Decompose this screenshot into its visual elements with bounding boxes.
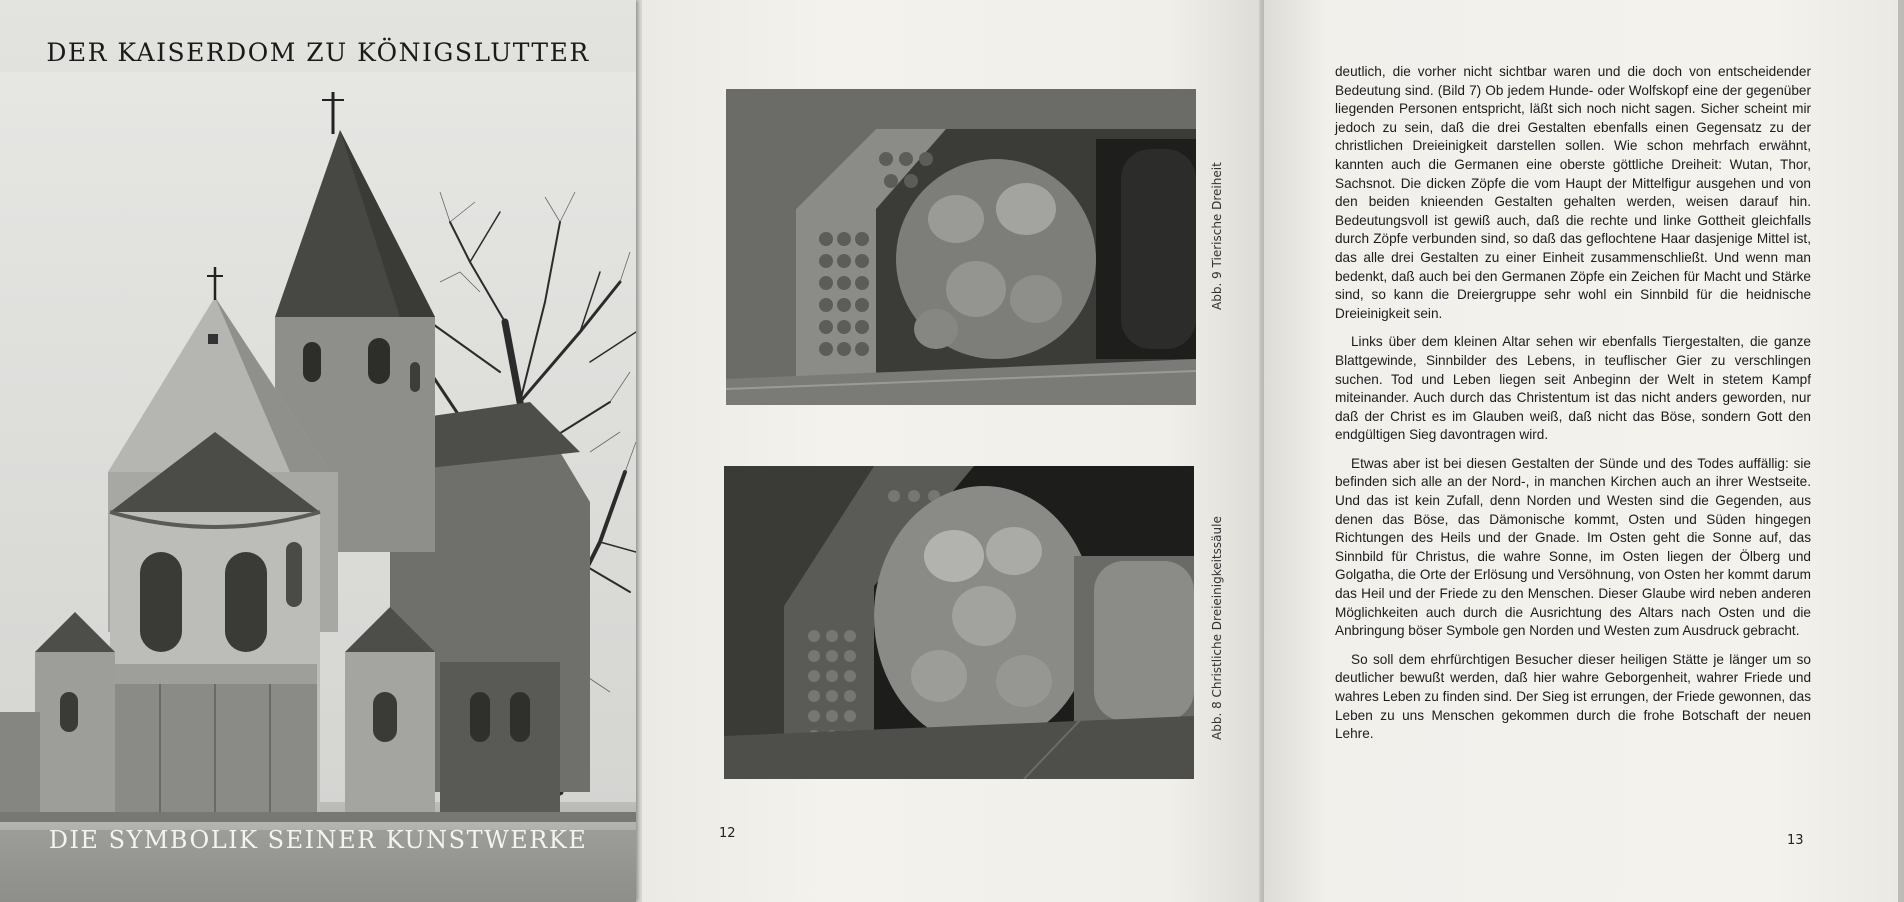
cover-title: DER KAISERDOM ZU KÖNIGSLUTTER <box>46 38 590 67</box>
page-number-right: 13 <box>1787 833 1804 848</box>
paragraph: Etwas aber ist bei diesen Gestalten der Sünde und des Todes auffällig: sie befinden sich alle an der Nord-, in manchen Kirchen auch an ihrer Westseite. Und das ist kein Zufall, denn Norden und Westen sind die Gegenden, aus denen das Böse, das Dämonische kommt, Osten und Süden hingegen Richtungen des Heils und der Gnade. Im Osten geht die Sonne auf, das Sinnbild für Christus, die wahre Sonne, im Osten liegen der Ölberg und Golgatha, die Orte der Erlösung und Versöhnung, von Osten her kommt darum das Heil und der Friede zu den Menschen. Dieser Glaube wird neben anderen Möglichkeiten auch durch die Ausrichtung des Altars nach Osten und die Anbringung böser Symbole gen Norden und Westen zum Ausdruck gebracht. <box>1335 455 1811 639</box>
page-number-left: 12 <box>719 826 736 841</box>
photo-christian-trinity-column <box>724 466 1194 779</box>
paragraph: So soll dem ehrfürchtigen Besucher dieser heiligen Stätte je länger um so deutlicher bewußt werden, daß hier wahre Geborgenheit, wahrer Friede und wahres Leben zu finden sind. Der Sieg ist errungen, der Friede gewonnen, das Leben zu uns Menschen gekommen durch die frohe Botschaft der neuen Lehre. <box>1335 651 1811 742</box>
figure-caption-9: Abb. 9 Tierische Dreiheit <box>1210 162 1224 310</box>
cathedral-photo <box>0 72 636 902</box>
page-edge <box>1898 0 1904 902</box>
figure-caption-8: Abb. 8 Christliche Dreieinigkeitssäule <box>1210 516 1224 740</box>
booklet-cover <box>0 0 636 902</box>
cover-subtitle: DIE SYMBOLIK SEINER KUNSTWERKE <box>48 826 588 854</box>
paragraph: deutlich, die vorher nicht sichtbar waren und die doch von entscheidender Bedeutung sind. (Bild 7) Ob jedem Hunde- oder Wolfskopf eine der gegenüber liegenden Personen entspricht, läßt sich noch nicht sagen. Sicher scheint mir jedoch zu sein, daß die drei Gestalten ebenfalls einen Gegensatz zu der christlichen Dreieinigkeit darstellen sollen. Wie schon mehrfach erwähnt, kannten auch die Germanen eine oberste göttliche Dreiheit: Wutan, Thor, Sachsnot. Die dicken Zöpfe die vom Haupt der Mittelfigur ausgehen und von den beiden knieenden Gestalten gehalten werden, weisen darauf hin. Bedeutungsvoll ist gewiß auch, daß die rechte und linke Gottheit gleichfalls durch Zöpfe verbunden sind, so daß das geflochtene Haar dasjenige Mittel ist, das alle drei Gestalten zu einer Einheit zusammenschließt. Und wenn man bedenkt, daß auch bei den Germanen Zöpfe ein Zeichen für Macht und Stärke sind, so kann die Dreiergruppe sehr wohl ein Sinnbild für die heidnische Dreieinigkeit sein. <box>1335 64 1811 321</box>
paragraph: Links über dem kleinen Altar sehen wir ebenfalls Tiergestalten, die ganze Blattgewinde, Sinnbilder des Lebens, in teuflischer Gier zu verschlingen suchen. Tod und Leben liegen seit Anbeginn der Welt in stetem Kampf miteinander. Auch durch das Christentum ist das nicht anders geworden, nur daß der Christ es im Glauben weiß, daß nicht das Böse, sondern Gott den endgültigen Sieg davontragen wird. <box>1335 334 1811 443</box>
photo-animal-trinity <box>726 89 1196 405</box>
body-text <box>1335 63 1811 754</box>
